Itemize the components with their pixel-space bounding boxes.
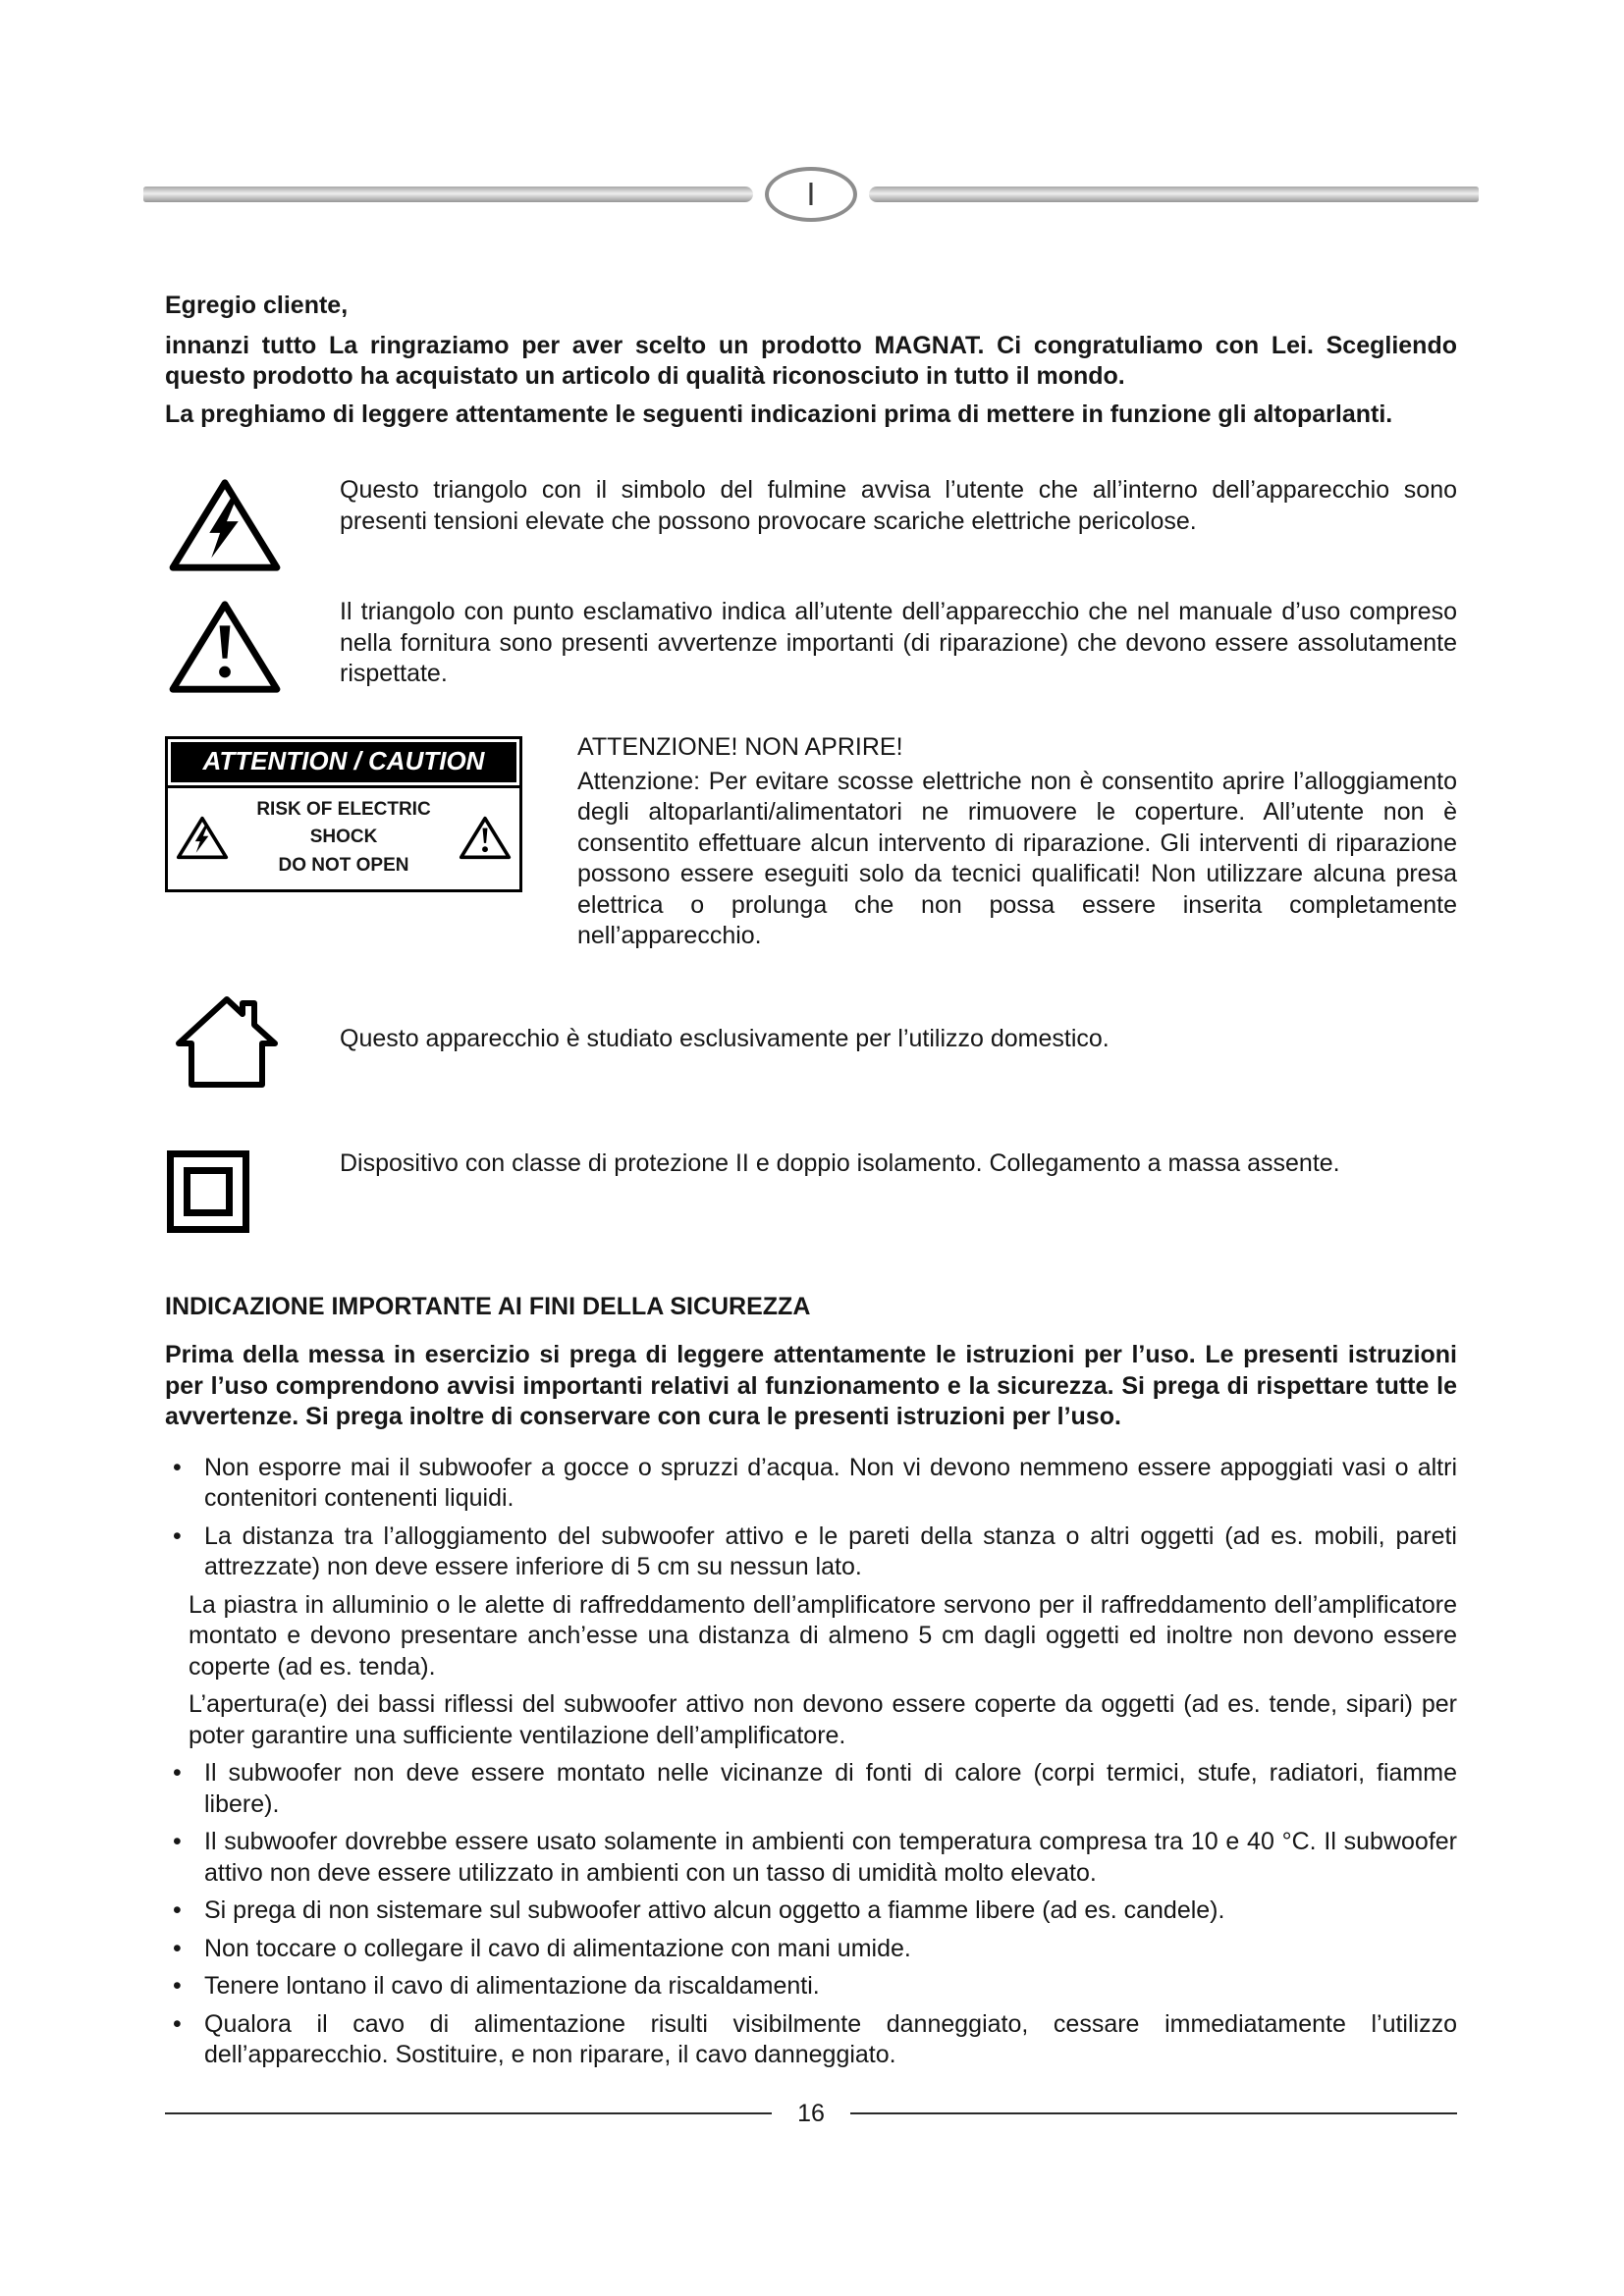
- language-badge: [765, 167, 857, 222]
- caution-box-column: [165, 732, 577, 892]
- lightning-triangle-icon: [167, 475, 283, 575]
- caution-box-header: ATTENTION / CAUTION: [168, 739, 519, 788]
- safety-list-item: • Non esporre mai il subwoofer a gocce o spruzzi d’acqua. Non vi devono nemmeno essere appoggiati vasi o altri contenitori contenenti liquidi.: [165, 1453, 1457, 1515]
- safety-list-item: • Tenere lontano il cavo di alimentazione da riscaldamenti.: [165, 1971, 1457, 2002]
- caution-box-line1: RISK OF ELECTRIC SHOCK: [256, 798, 431, 848]
- safety-list-item: • Il subwoofer non deve essere montato nelle vicinanze di fonti di calore (corpi termici, stufe, radiatori, fiamme libere).: [165, 1758, 1457, 1820]
- page-number: 16: [797, 2099, 825, 2127]
- header-rule-right: [869, 187, 1479, 202]
- safety-list-item: • Si prega di non sistemare sul subwoofer attivo alcun oggetto a fiamme libere (ad es. candele).: [165, 1896, 1457, 1927]
- intro-salutation: Egregio cliente,: [165, 292, 349, 319]
- safety-list-item-continuation: La piastra in alluminio o le alette di raffreddamento dell’amplificatore servono per il raffreddamento dell’amplificatore montato e devono presentare anch’esse una distanza di almeno 5 cm dagli oggetti ed inoltre non devono essere coperte (ad es. tenda).: [189, 1590, 1457, 1681]
- class2-protection-icon-inner: [184, 1167, 233, 1216]
- caution-title: ATTENZIONE! NON APRIRE!: [577, 733, 903, 761]
- safety-list: [165, 1453, 1457, 2071]
- caution-box-body: [168, 788, 519, 890]
- exclamation-warning-icon-column: [165, 597, 340, 697]
- house-icon: [167, 988, 287, 1092]
- exclamation-triangle-icon: [167, 597, 283, 697]
- caution-body-text: Attenzione: Per evitare scosse elettriche non è consentito aprire l’alloggiamento degli altoparlanti/alimentatori ne rimuovere le coperture. All’utente non è consentito effettuare alcun intervento di riparazione. Gli interventi di riparazione possono essere eseguiti solo da tecnici qualificati! Non utilizzare alcuna presa elettrica o prolunga che non possa essere inserita completamente nell’apparecchio.: [577, 767, 1457, 949]
- protection-class-text: Dispositivo con classe di protezione II e doppio isolamento. Collegamento a massa assente.: [340, 1148, 1340, 1177]
- footer-rule-left: [165, 2112, 772, 2114]
- caution-section: [165, 732, 1457, 952]
- domestic-use-icon-column: [165, 988, 340, 1092]
- header-rule-left: [143, 187, 753, 202]
- safety-list-item-continuation: L’apertura(e) dei bassi riflessi del subwoofer attivo non devono essere coperte da oggetti (ad es. tende, sipari) per poter garantire una sufficiente ventilazione dell’amplificatore.: [189, 1690, 1457, 1749]
- intro-section: [165, 291, 1457, 430]
- class2-protection-icon: [167, 1150, 249, 1233]
- safety-list-item: • Il subwoofer dovrebbe essere usato solamente in ambienti con temperatura compresa tra 10 e 40 °C. Il subwoofer attivo non deve essere utilizzato in ambienti con un tasso di umidità molto elevato.: [165, 1827, 1457, 1889]
- page-header-rule: [143, 0, 1479, 222]
- lightning-triangle-icon: [176, 815, 229, 861]
- lightning-warning-text: Questo triangolo con il simbolo del fulmine avvisa l’utente che all’interno dell’apparecchio sono presenti tensioni elevate che possono provocare scariche elettriche pericolose.: [340, 476, 1457, 535]
- domestic-use-row: [165, 988, 1457, 1092]
- protection-class-icon-column: [165, 1148, 340, 1233]
- exclamation-warning-row: [165, 597, 1457, 697]
- page-footer: [165, 2099, 1457, 2130]
- domestic-use-text: Questo apparecchio è studiato esclusivamente per l’utilizzo domestico.: [340, 1024, 1110, 1052]
- lightning-warning-icon-column: [165, 475, 340, 575]
- caution-text-column: [577, 732, 1457, 952]
- language-badge-letter: I: [806, 176, 816, 213]
- safety-intro: Prima della messa in esercizio si prega di leggere attentamente le istruzioni per l’uso. Le presenti istruzioni per l’uso comprendono avvisi importanti relativi al funzionamento e la sicurezza. Si prega di rispettare tutte le avvertenze. Si prega inoltre di conservare con cura le presenti istruzioni per l’uso.: [165, 1341, 1457, 1430]
- safety-list-item: • La distanza tra l’alloggiamento del subwoofer attivo e le pareti della stanza o altri oggetti (ad es. mobili, pareti attrezzate) non deve essere inferiore di 5 cm su nessun lato.: [165, 1522, 1457, 1583]
- safety-list-item: • Non toccare o collegare il cavo di alimentazione con mani umide.: [165, 1934, 1457, 1965]
- intro-paragraph-1: innanzi tutto La ringraziamo per aver scelto un prodotto MAGNAT. Ci congratuliamo con Lei. Scegliendo questo prodotto ha acquistato un articolo di qualità riconosciuto in tutto il mondo.: [165, 331, 1457, 390]
- attention-caution-box: [165, 736, 522, 892]
- safety-heading: INDICAZIONE IMPORTANTE AI FINI DELLA SICUREZZA: [165, 1292, 811, 1320]
- safety-list-item: • Qualora il cavo di alimentazione risulti visibilmente danneggiato, cessare immediatamente l’utilizzo dell’apparecchio. Sostituire, e non riparare, il cavo danneggiato.: [165, 2009, 1457, 2071]
- caution-box-line2: DO NOT OPEN: [278, 854, 409, 876]
- exclamation-triangle-icon: [459, 815, 512, 861]
- lightning-warning-row: [165, 475, 1457, 575]
- intro-paragraph-2: La preghiamo di leggere attentamente le seguenti indicazioni prima di mettere in funzione gli altoparlanti.: [165, 400, 1393, 428]
- protection-class-row: [165, 1148, 1457, 1233]
- exclamation-warning-text: Il triangolo con punto esclamativo indica all’utente dell’apparecchio che nel manuale d’uso compreso nella fornitura sono presenti avvertenze importanti (di riparazione) che devono essere assolutamente rispettate.: [340, 598, 1457, 687]
- footer-rule-right: [850, 2112, 1457, 2114]
- caution-box-lines: [229, 796, 459, 881]
